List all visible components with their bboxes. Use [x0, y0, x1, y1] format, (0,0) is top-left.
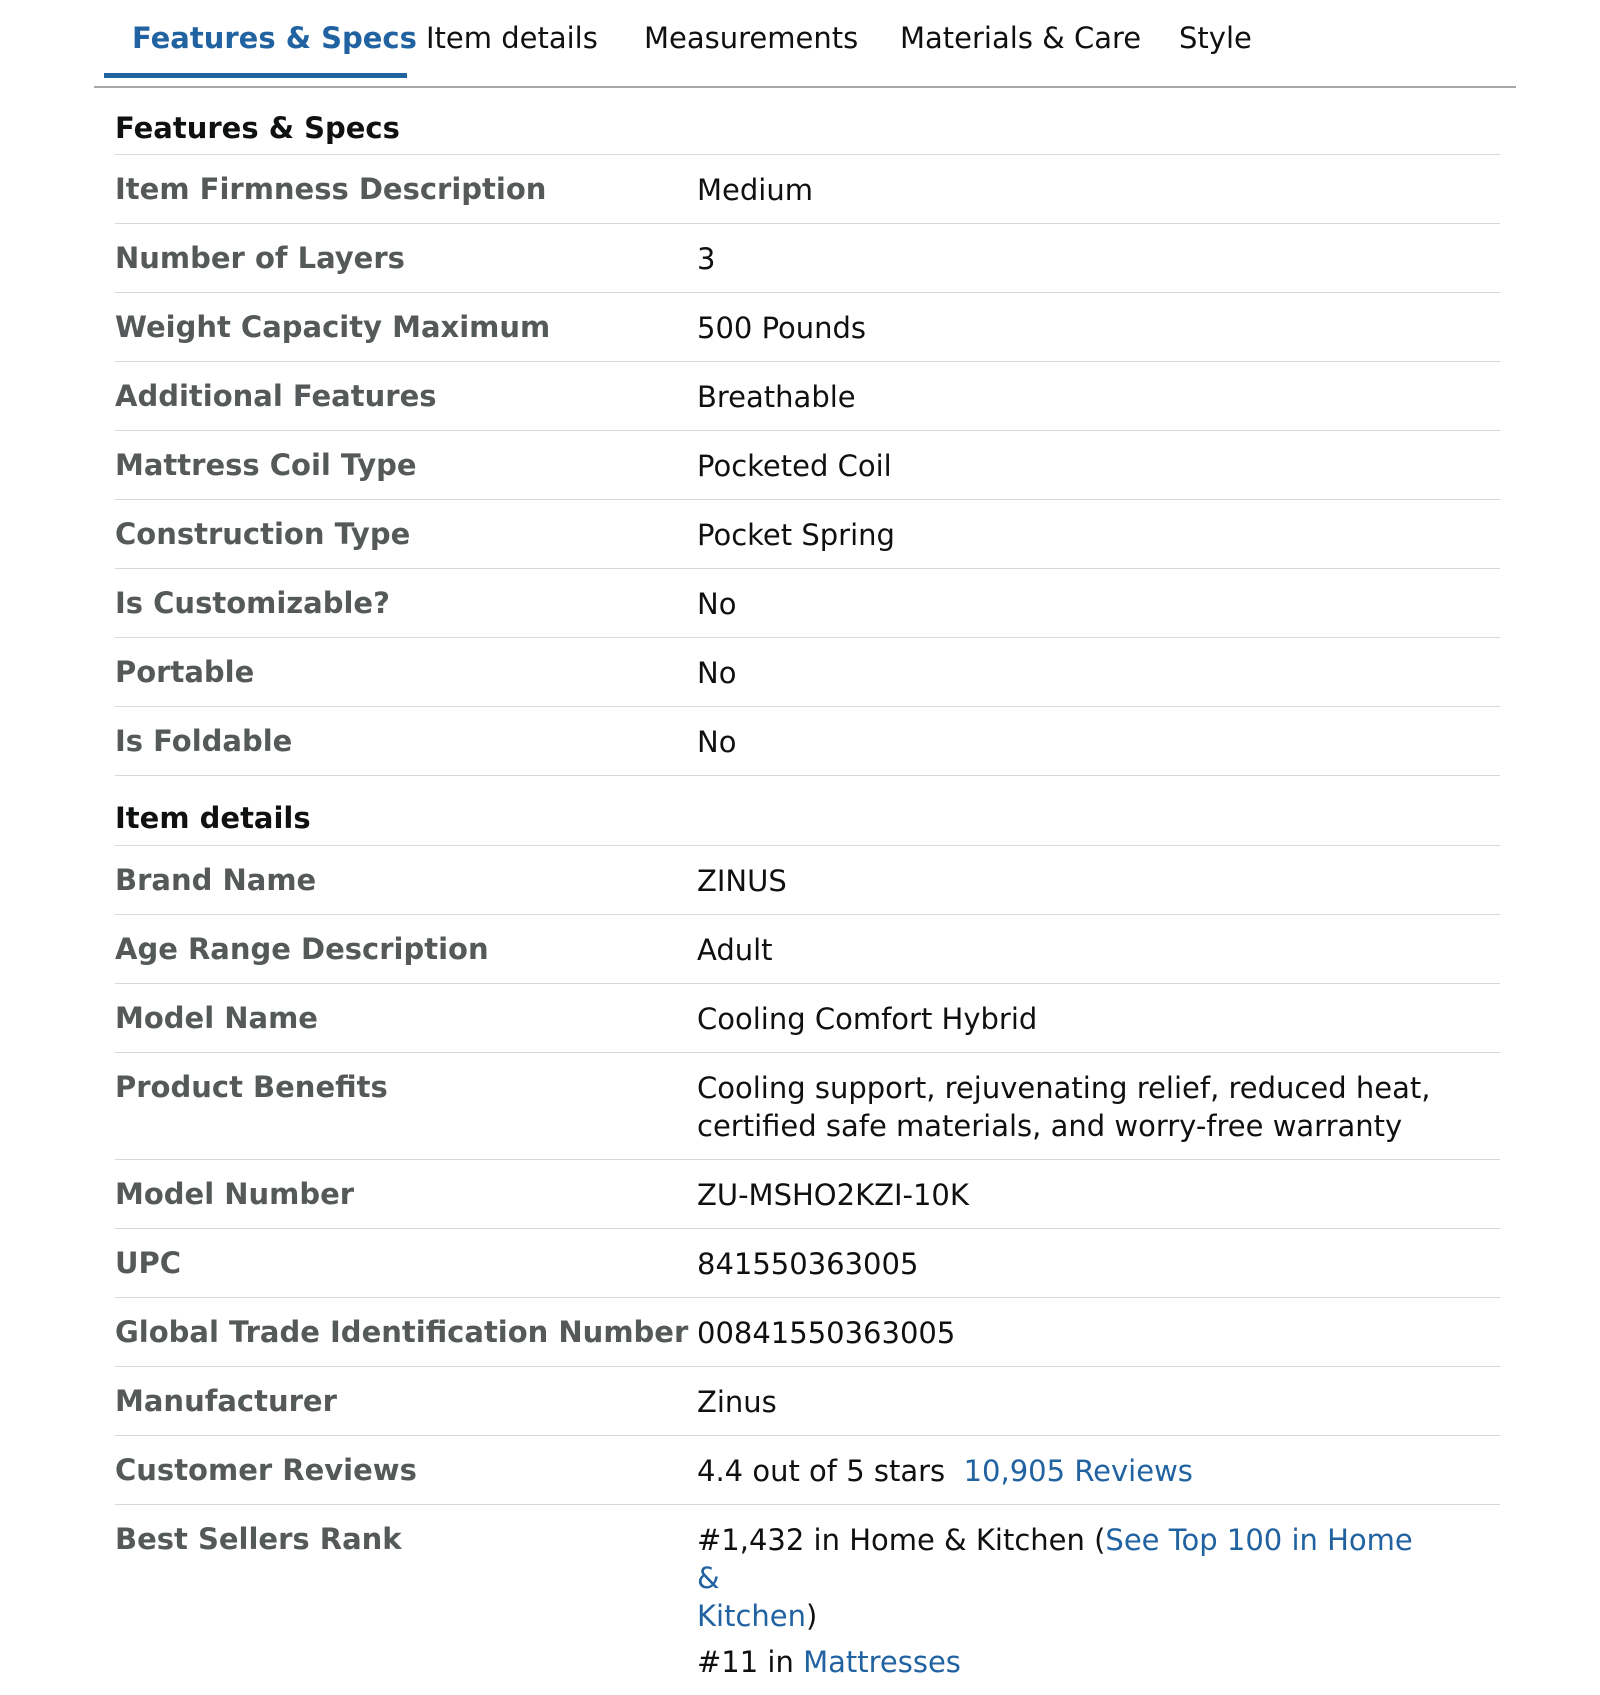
detail-value: Adult: [697, 933, 773, 967]
spec-label: Is Customizable?: [115, 586, 390, 620]
detail-value: Cooling Comfort Hybrid: [697, 1002, 1038, 1036]
rank-text: #11 in: [697, 1645, 804, 1679]
detail-row: [115, 1505, 1500, 1695]
spec-label: Construction Type: [115, 517, 411, 551]
spec-label: Item Firmness Description: [115, 172, 547, 206]
spec-value: Breathable: [697, 380, 856, 414]
detail-label: Model Number: [115, 1177, 355, 1211]
tab-measurements[interactable]: Measurements: [644, 21, 859, 55]
spec-value: Pocket Spring: [697, 518, 895, 552]
detail-label: Age Range Description: [115, 932, 489, 966]
rating-text: 4.4 out of 5 stars: [697, 1454, 946, 1488]
detail-value: [697, 1053, 1500, 1159]
product-benefits-line: certified safe materials, and worry-free warranty: [697, 1109, 1403, 1143]
detail-value: ZINUS: [697, 864, 787, 898]
detail-value: 00841550363005: [697, 1316, 956, 1350]
spec-label: Additional Features: [115, 379, 437, 413]
spec-value: 500 Pounds: [697, 311, 867, 345]
spec-value: Medium: [697, 173, 813, 207]
customer-reviews-value: [697, 1436, 1500, 1504]
detail-label: UPC: [115, 1246, 182, 1280]
spec-row: [115, 362, 1500, 431]
detail-row: [115, 984, 1500, 1053]
detail-row: [115, 1229, 1500, 1298]
spec-value: No: [697, 725, 737, 759]
reviews-link[interactable]: Reviews: [1074, 1454, 1193, 1488]
tab-features-specs[interactable]: Features & Specs: [132, 21, 417, 55]
see-top-100-link[interactable]: See Top 100 in Home &: [697, 1523, 1413, 1595]
spec-value: No: [697, 587, 737, 621]
detail-row: [115, 1367, 1500, 1436]
spec-label: Is Foldable: [115, 724, 293, 758]
detail-row: [115, 1160, 1500, 1229]
rank-line-home-kitchen: [697, 1521, 1440, 1635]
best-sellers-rank-value: [697, 1505, 1500, 1695]
mattresses-link[interactable]: Mattresses: [803, 1645, 961, 1679]
details-content: [115, 88, 1500, 1695]
spec-row: [115, 569, 1500, 638]
tab-materials-care[interactable]: Materials & Care: [900, 21, 1142, 55]
spec-value: No: [697, 656, 737, 690]
detail-label: Model Name: [115, 1001, 318, 1035]
detail-row: [115, 915, 1500, 984]
rank-text: #1,432 in Home & Kitchen (: [697, 1523, 1106, 1557]
detail-value: Zinus: [697, 1385, 777, 1419]
spec-label: Portable: [115, 655, 255, 689]
spec-label: Mattress Coil Type: [115, 448, 417, 482]
detail-label: Product Benefits: [115, 1070, 388, 1104]
detail-row: [115, 1053, 1500, 1160]
rank-text-suffix: ): [806, 1599, 818, 1633]
spec-label: Weight Capacity Maximum: [115, 310, 551, 344]
review-count-link[interactable]: 10,905: [963, 1454, 1066, 1488]
detail-value: ZU-MSHO2KZI-10K: [697, 1178, 969, 1212]
see-top-100-link-continued[interactable]: Kitchen: [697, 1599, 806, 1633]
tab-item-details[interactable]: Item details: [426, 21, 598, 55]
spec-row: [115, 638, 1500, 707]
detail-row: [115, 846, 1500, 915]
spec-row: [115, 707, 1500, 776]
detail-label: Brand Name: [115, 863, 317, 897]
detail-label: Customer Reviews: [115, 1453, 417, 1487]
detail-row: [115, 1436, 1500, 1505]
spec-label: Number of Layers: [115, 241, 405, 275]
spec-value: 3: [697, 242, 716, 276]
spec-row: [115, 500, 1500, 569]
active-tab-indicator: [104, 73, 407, 78]
detail-row: [115, 1298, 1500, 1367]
product-benefits-line: Cooling support, rejuvenating relief, reduced heat,: [697, 1071, 1431, 1105]
spec-row: [115, 431, 1500, 500]
spec-row: [115, 293, 1500, 362]
detail-label: Best Sellers Rank: [115, 1522, 402, 1556]
tab-style[interactable]: Style: [1179, 21, 1252, 55]
spec-value: Pocketed Coil: [697, 449, 892, 483]
detail-label: Global Trade Identification Number: [115, 1315, 689, 1349]
section-heading-item-details: Item details: [115, 776, 1500, 846]
spec-row: [115, 224, 1500, 293]
section-heading-features-specs: Features & Specs: [115, 88, 1500, 155]
detail-value: 841550363005: [697, 1247, 919, 1281]
spec-row: [115, 155, 1500, 224]
detail-label: Manufacturer: [115, 1384, 337, 1418]
rank-line-mattresses: [697, 1643, 1440, 1681]
